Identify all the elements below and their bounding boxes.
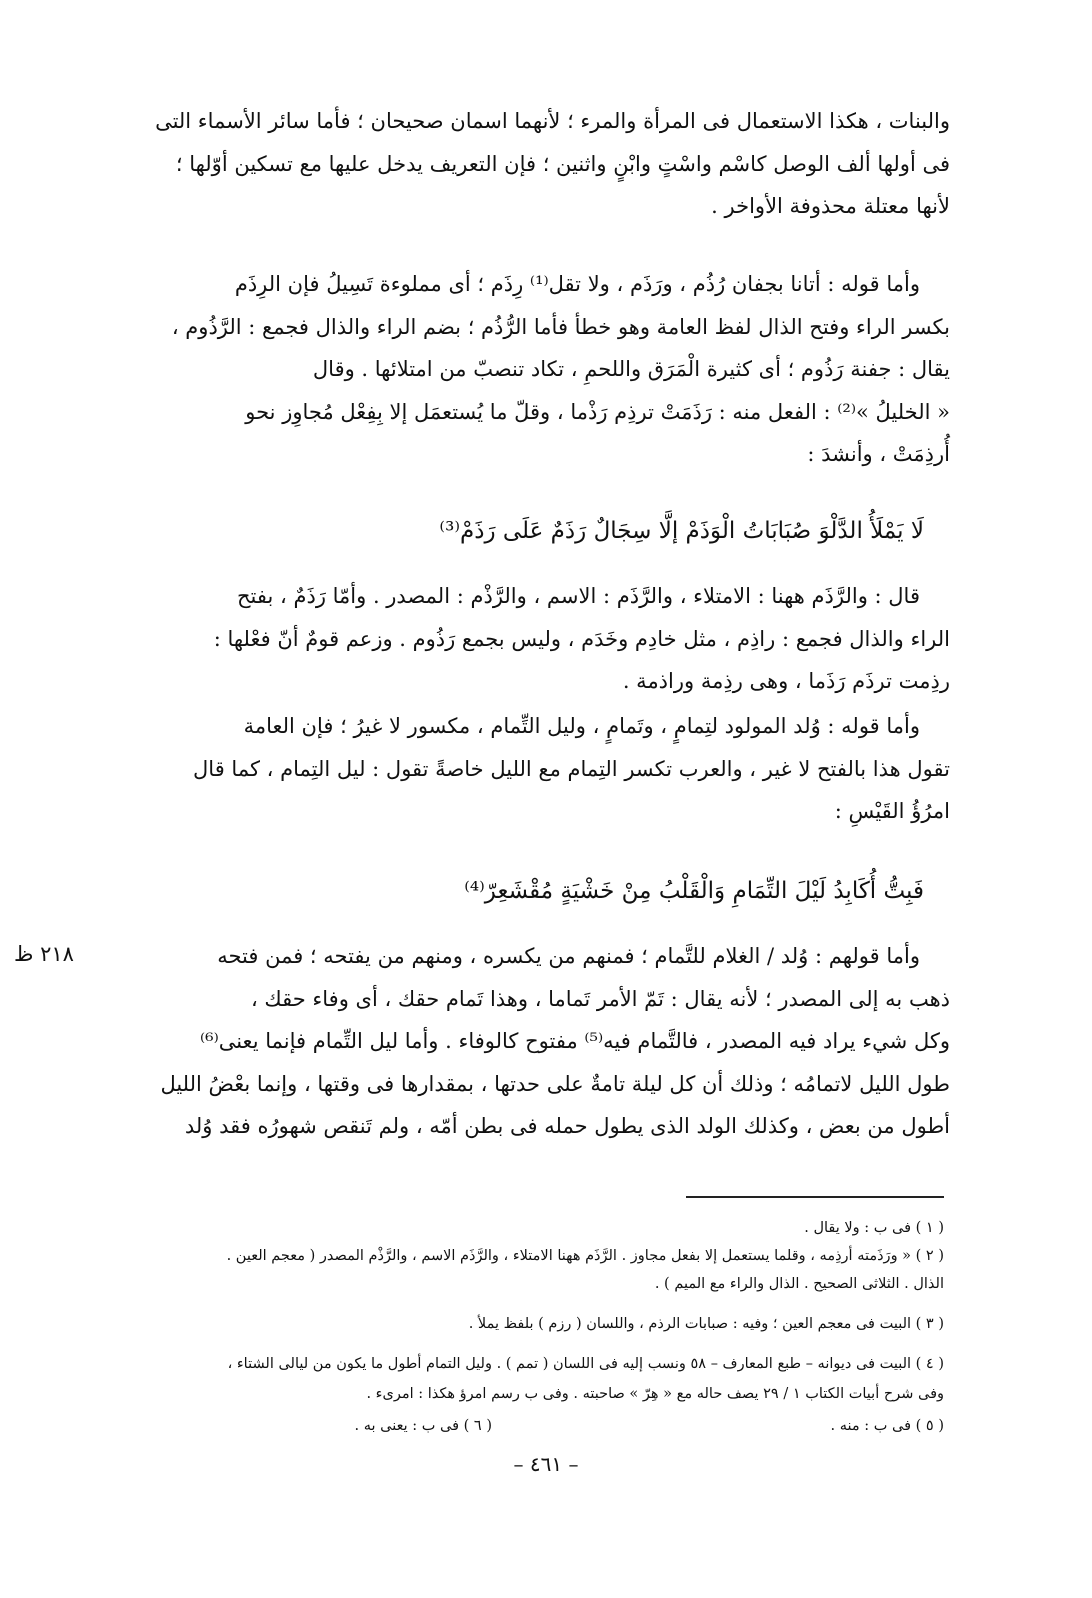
text-line: طول الليل لاتمامُه ؛ وذلك أن كل ليلة تامةٌ على حدتها ، بمقدارها فى وقتها ، وإنما بعْضُ الليل [160, 1071, 950, 1096]
text-line: بكسر الراء وفتح الذال لفظ العامة وهو خطأ فأما الرُّذُم ؛ بضم الراء والذال فجمع : الرَّذُوم ، [171, 314, 950, 339]
text-line: قال : والرَّذَم ههنا : الامتلاء ، والرَّذَم : الاسم ، والرَّذْم : المصدر . وأمّا رَذَمٌ ، بفتح [236, 584, 920, 608]
footnote-5: ( ٥ ) فى ب : منه . [830, 1418, 944, 1434]
text-line: وأما قوله : أتانا بجفان رُذُم ، ورَذَم ، ولا تقل⁽¹⁾ رِذَم ؛ أى مملوءة تَسِيلُ فإن الرِذَم [234, 272, 920, 296]
text-line: رذِمت ترذَم رَذَما ، وهى رذِمة وراذمة . [622, 669, 950, 693]
text-line: أُرذِمَتْ ، وأنشدَ : [807, 442, 950, 466]
text-line: تقول هذا بالفتح لا غير ، والعرب تكسر التِمام مع الليل خاصةً تقول : ليل التِمام ، كما قال [193, 756, 950, 781]
text-line: ذهب به إلى المصدر ؛ لأنه يقال : تَمّ الأمر تَماما ، وهذا تَمام حقك ، أى وفاء حقك ، [250, 986, 950, 1011]
page-number: – ٤٦١ – [513, 1452, 579, 1476]
text-line: لأنها معتلة محذوفة الأواخر . [711, 194, 950, 218]
folio-marker: ٢١٨ ظ [14, 942, 74, 966]
text-line: وكل شيء يراد فيه المصدر ، فالتَّمام فيه⁽⁵⁾ مفتوح كالوفاء . وأما ليل التِّمام فإنما يعنى⁽⁶⁾ [199, 1029, 950, 1053]
paragraph-1 [112, 100, 950, 228]
footnote-1: ( ١ ) فى ب : ولا يقال . [804, 1220, 944, 1236]
text-line: وأما قولهم : وُلد / الغلام للتَّمام ؛ فمنهم من يكسره ، ومنهم من يفتحه ؛ فمن فتحه [217, 944, 920, 968]
text-line: امرُؤُ القَيْسِ : [834, 799, 950, 823]
paragraph-3 [112, 575, 950, 703]
verse-1: لَا يَمْلَأُ الدَّلْوَ صُبَابَاتُ الْوَذَمْ إلَّا سِجَالٌ رَذَمٌ عَلَى رَذَمْ⁽³⁾ [439, 518, 924, 544]
verse-2: فَبِتُّ أُكَابِدُ لَيْلَ التِّمَامِ وَالْقَلْبُ مِنْ خَشْيَةٍ مُقْشَعِرّ⁽⁴⁾ [464, 878, 924, 904]
text-line: وأما قوله : وُلد المولود لتِمامٍ ، وتَمامٍ ، وليل التِّمام ، مكسور لا غيرُ ؛ فإن العامة [243, 714, 920, 738]
text-line: يقال : جفنة رَذُوم ؛ أى كثيرة الْمَرَق واللحمِ ، تكاد تنصبّ من امتلائها . وقال [312, 357, 950, 381]
paragraph-4 [112, 705, 950, 833]
text-line: فى أولها ألف الوصل كاسْم واسْتٍ وابْنٍ واثنين ؛ فإن التعريف يدخل عليها مع تسكين أوّلها ؛ [175, 151, 950, 176]
footnote-4-cont: وفى شرح أبيات الكتاب ١ / ٢٩ يصف حاله مع « هِرّ » صاحبته . وفى ب رسم امرؤ هكذا : امرىء . [366, 1386, 944, 1402]
footnote-2: ( ٢ ) « ورَذَمته أرذِمه ، وقلما يستعمل إلا بفعل مجاوز . الرَّذَم ههنا الامتلاء ، والرَّذَم الاسم ، والرَّذْم المصدر ( معجم العين . [226, 1248, 944, 1264]
paragraph-5 [112, 935, 950, 1148]
footnote-4: ( ٤ ) البيت فى ديوانه – طبع المعارف – ٥٨ ونسب إليه فى اللسان ( تمم ) . وليل التمام أطول ما يكون من ليالى الشتاء ، [227, 1356, 944, 1372]
footnote-2-cont: الذال . الثلاثى الصحيح . الذال والراء مع الميم ) . [654, 1276, 944, 1292]
footnote-separator [686, 1196, 944, 1198]
text-line: الراء والذال فجمع : راذِم ، مثل خادِم وخَدَم ، وليس بجمع رَذُوم . وزعم قومٌ أنّ فعْلها : [213, 626, 950, 651]
footnote-3: ( ٣ ) البيت فى معجم العين ؛ وفيه : صبابات الرذم ، واللسان ( رزم ) بلفظ يملأ . [468, 1316, 944, 1332]
paragraph-2 [112, 263, 950, 476]
footnote-6: ( ٦ ) فى ب : يعنى به . [354, 1418, 492, 1434]
text-line: أطول من بعض ، وكذلك الولد الذى يطول حمله فى بطن أمّه ، ولم تَنقص شهورُه فقد وُلد [184, 1114, 950, 1138]
text-line: والبنات ، هكذا الاستعمال فى المرأة والمرء ؛ لأنهما اسمان صحيحان ؛ فأما سائر الأسماء التى [155, 109, 950, 133]
text-line: « الخليلُ »⁽²⁾ : الفعل منه : رَذَمَتْ ترذِم رَذْما ، وقلّ ما يُستعمَل إلا بِفِعْل مُجاوِز نحو [245, 399, 950, 424]
